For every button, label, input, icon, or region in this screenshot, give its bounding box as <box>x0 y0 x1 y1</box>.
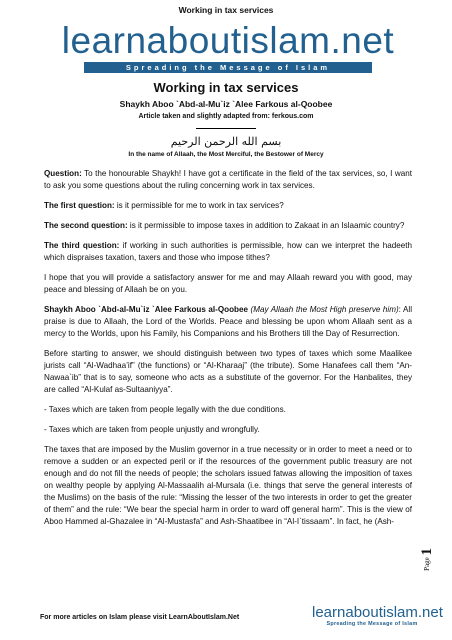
page-number <box>419 548 436 571</box>
article-title: Working in tax services <box>153 80 299 95</box>
divider <box>196 128 256 129</box>
shaykh-name: Shaykh Aboo `Abd-al-Mu`iz `Alee Farkous al-Qoobee <box>44 305 248 314</box>
source-note: Article taken and slightly adapted from: ferkous.com <box>138 113 314 120</box>
shaykh-honorific: (May Allaah the Most High preserve him) <box>250 305 399 314</box>
page-label: Page <box>423 557 431 571</box>
logo-text: learnaboutislam.net <box>61 20 395 61</box>
paragraph-unjust-taxes: - Taxes which are taken from people unjustly and wrongfully. <box>44 425 260 434</box>
second-question-text: is it permissible to impose taxes in addition to Zakaat in an Islaamic country? <box>127 221 405 230</box>
site-logo <box>48 20 408 84</box>
answer-intro-text: : All praise is due to Allaah, the Lord of the Worlds. Peace and blessing be upon whom Allaah sent as a mercy to the Worlds, upon his Family, his Companions and his Brothers till the Day of Resurrection. <box>44 305 413 338</box>
third-question-text: if working in such authorities is permissible, how can we interpret the hadeeth which dispraises taxation, taxers and those who impose tithes? <box>44 241 412 262</box>
footer-logo <box>312 604 443 627</box>
footer-logo-text: learnaboutislam.net <box>312 604 443 621</box>
page-number-value: 1 <box>419 548 435 556</box>
paragraph-first-question <box>44 200 412 212</box>
second-question-label: The second question: <box>44 221 128 230</box>
footer-logo-tagline: Spreading the Message of Islam <box>326 621 418 627</box>
paragraph-legal-taxes: - Taxes which are taken from people legally with the due conditions. <box>44 405 286 414</box>
paragraph-third-question <box>44 240 412 264</box>
paragraph-necessity: The taxes that are imposed by the Muslim governor in a true necessity or in order to meet a need or to remove a sudden or an expected peril or if the resources of the government public treasury are not enough and do not fill the needs of people; the scholars issued fatwas allowing the imposition of taxes on wealthy people by applying Al-Massaalih al-Mursala (i.e. things that serve the general interests of the Muslims) on the basis of the rule: “Missing the lesser of the two interests in order to get the greater of them” and the rule: “We bear the special harm in order to ward off general harm”. This is the view of Aboo Hammed al-Ghazalee in “Al-Mustasfa” and Ash-Shaatibee in “Al-I`tissaam”. In fact, he (Ash- <box>44 445 412 526</box>
article-author: Shaykh Aboo `Abd-al-Mu`iz `Alee Farkous al-Qoobee <box>119 99 333 109</box>
third-question-label: The third question: <box>44 241 120 250</box>
basmala-arabic: بسم الله الرحمن الرحيم <box>170 135 282 148</box>
article-body <box>44 168 412 536</box>
paragraph-second-question <box>44 220 412 232</box>
question-label: Question: <box>44 169 82 178</box>
paragraph-tax-types: Before starting to answer, we should distinguish between two types of taxes which some Maalikee jurists call “Al-Wadhaa’if” (the functions) or “Al-Kharaaj” (the tribute). Some Hanafees call them “An-Nawaa`ib” that is to say, someone who acts as a substitute of the governor. For the Hanbalites, they are called “Al-Kulaf as-Sultaaniyya”. <box>44 349 412 394</box>
basmala-english: In the name of Allaah, the Most Merciful, the Bestower of Mercy <box>128 151 324 158</box>
paragraph-question <box>44 168 412 192</box>
first-question-label: The first question: <box>44 201 115 210</box>
paragraph-answer-intro <box>44 304 412 340</box>
first-question-text: is it permissible for me to work in tax services? <box>114 201 284 210</box>
paragraph-hope: I hope that you will provide a satisfactory answer for me and may Allaah reward you with good, may peace and blessing of Allaah be on you. <box>44 273 412 294</box>
question-text: To the honourable Shaykh! I have got a certificate in the field of the tax services, so, I want to ask you some questions about the ruling concerning work in tax services. <box>44 169 412 190</box>
footer-link-text: For more articles on Islam please visit LearnAboutIslam.Net <box>40 614 240 621</box>
logo-tagline: Spreading the Message of Islam <box>84 62 372 73</box>
running-title: Working in tax services <box>178 5 274 15</box>
